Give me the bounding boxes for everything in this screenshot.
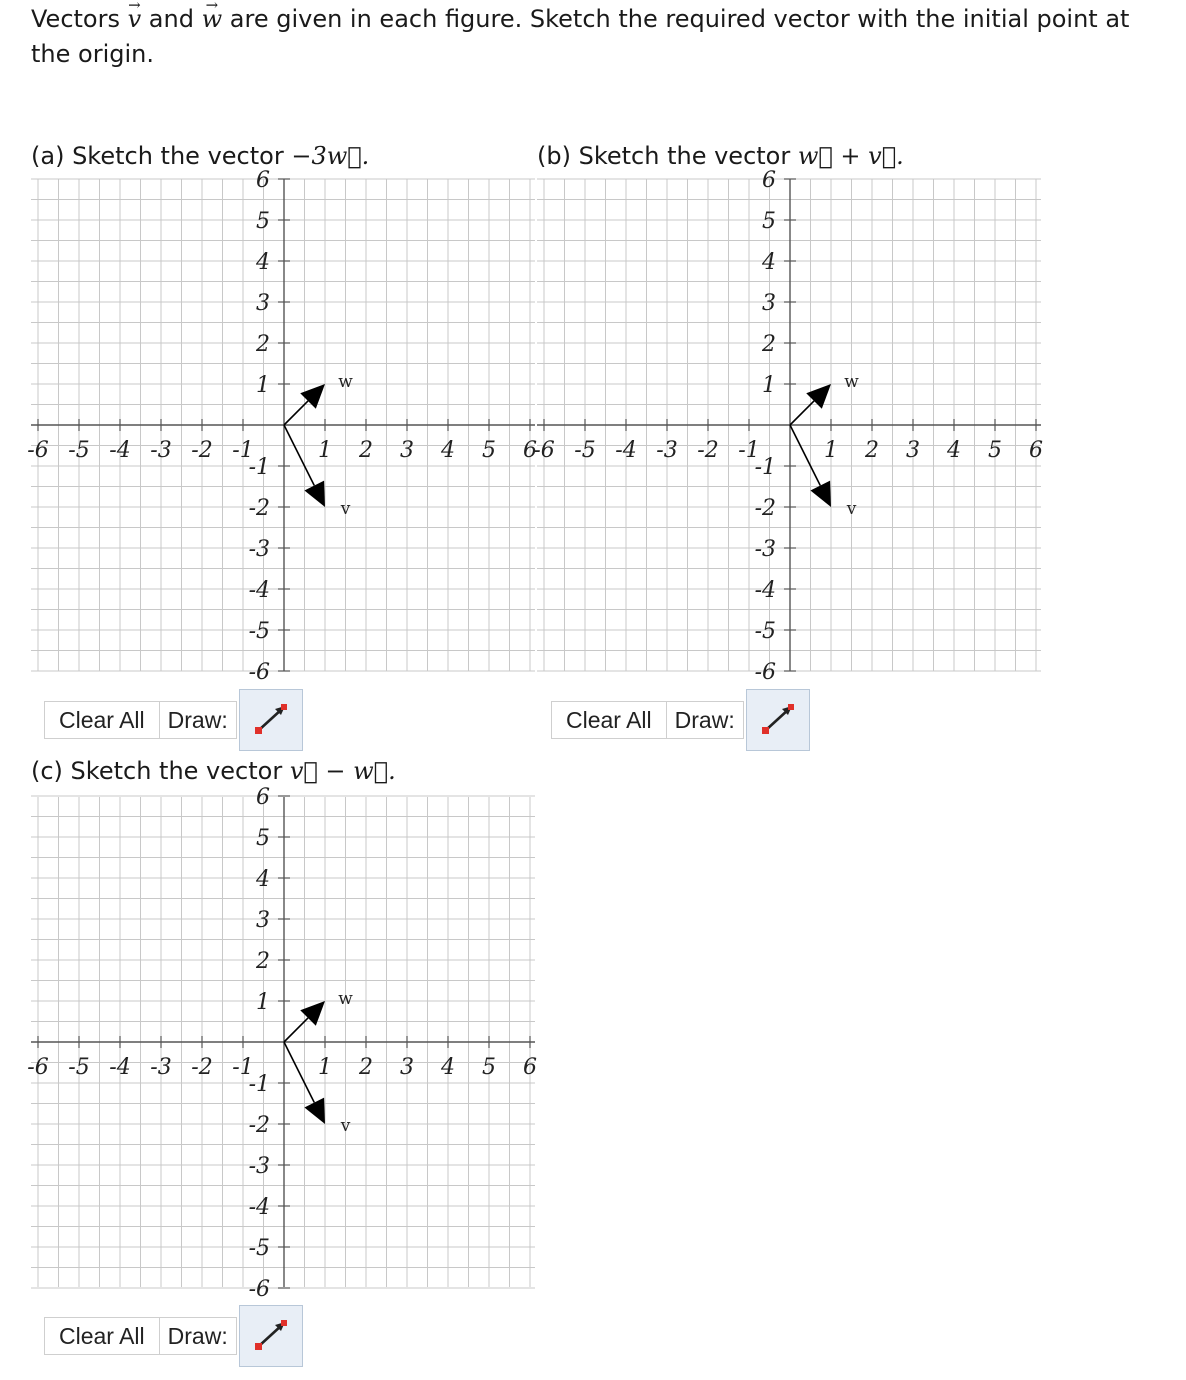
y-tick-label: -4 [248, 1195, 270, 1220]
draw-label-a: Draw: [160, 701, 237, 739]
part-b-expression: w⃗ + v⃗. [797, 142, 904, 170]
y-tick-label: 5 [256, 826, 270, 851]
x-tick-label: -2 [697, 438, 719, 463]
vector-v-label: v [846, 499, 857, 520]
x-tick-label: -1 [738, 438, 760, 463]
x-tick-label: 3 [400, 438, 414, 463]
y-tick-label: -6 [248, 1277, 270, 1302]
x-tick-label: -4 [109, 1055, 131, 1080]
y-tick-label: -2 [248, 1113, 270, 1138]
y-tick-label: -4 [754, 578, 776, 603]
x-tick-label: 3 [400, 1055, 414, 1080]
y-tick-label: -2 [248, 496, 270, 521]
y-tick-label: -4 [248, 578, 270, 603]
x-tick-label: -4 [615, 438, 637, 463]
x-tick-label: -5 [68, 438, 90, 463]
y-tick-label: -6 [754, 660, 776, 685]
y-tick-label: 2 [256, 949, 270, 974]
x-tick-label: -2 [191, 1055, 213, 1080]
y-tick-label: -5 [248, 619, 270, 644]
vector-w-label: w [844, 371, 859, 392]
y-tick-label: -5 [754, 619, 776, 644]
vector-v-arrowhead [304, 1098, 325, 1124]
x-tick-label: 1 [318, 1055, 332, 1080]
x-tick-label: -5 [574, 438, 596, 463]
x-tick-label: 6 [1029, 438, 1043, 463]
x-tick-label: -3 [150, 438, 172, 463]
x-tick-label: -5 [68, 1055, 90, 1080]
vector-v-label: v [340, 1116, 351, 1137]
clear-all-button-b[interactable]: Clear All [551, 701, 667, 739]
y-tick-label: -1 [248, 455, 270, 480]
y-tick-label: 2 [762, 332, 776, 357]
y-tick-label: -1 [754, 455, 776, 480]
x-tick-label: 4 [947, 438, 961, 463]
x-tick-label: -3 [150, 1055, 172, 1080]
y-tick-label: 4 [762, 250, 776, 275]
y-tick-label: -3 [754, 537, 776, 562]
y-tick-label: 4 [256, 867, 270, 892]
y-tick-label: -3 [248, 537, 270, 562]
arrow-tool-icon [249, 1316, 293, 1356]
x-tick-label: 6 [523, 438, 537, 463]
y-tick-label: -3 [248, 1154, 270, 1179]
x-tick-label: -6 [533, 438, 555, 463]
draw-label-c: Draw: [160, 1317, 237, 1355]
part-b-title: (b) Sketch the vector w⃗ + v⃗. [537, 142, 904, 170]
x-tick-label: -3 [656, 438, 678, 463]
y-tick-label: 3 [256, 908, 270, 933]
vector-w-symbol: w → [202, 5, 223, 33]
part-a-title: (a) Sketch the vector −3w⃗. [31, 142, 370, 170]
x-tick-label: 5 [482, 438, 496, 463]
x-tick-label: 1 [824, 438, 838, 463]
x-tick-label: -2 [191, 438, 213, 463]
x-tick-label: 2 [359, 1055, 373, 1080]
y-tick-label: 2 [256, 332, 270, 357]
x-tick-label: -1 [232, 1055, 254, 1080]
x-tick-label: -4 [109, 438, 131, 463]
part-c-expression: v⃗ − w⃗. [289, 757, 396, 785]
instructions: Vectors v → and w → are given in each figure. Sketch the required vector with the initial point at the origin. [31, 2, 1171, 72]
arrow-tool-button-c[interactable] [239, 1305, 303, 1367]
controls-part-c [44, 1305, 303, 1367]
x-tick-label: 4 [441, 438, 455, 463]
x-tick-label: 5 [988, 438, 1002, 463]
y-tick-label: 1 [256, 990, 270, 1015]
draw-label-b: Draw: [667, 701, 744, 739]
y-tick-label: 1 [256, 373, 270, 398]
y-tick-label: -6 [248, 660, 270, 685]
y-tick-label: 3 [256, 291, 270, 316]
y-tick-label: 6 [762, 168, 776, 193]
x-tick-label: -6 [27, 438, 49, 463]
vector-w-label: w [338, 371, 353, 392]
x-tick-label: -6 [27, 1055, 49, 1080]
clear-all-button-c[interactable]: Clear All [44, 1317, 160, 1355]
y-tick-label: 3 [762, 291, 776, 316]
x-tick-label: -1 [232, 438, 254, 463]
part-c-title: (c) Sketch the vector v⃗ − w⃗. [31, 757, 396, 785]
y-tick-label: 4 [256, 250, 270, 275]
part-a-expression: −3w⃗. [291, 142, 370, 170]
y-tick-label: -2 [754, 496, 776, 521]
y-tick-label: 5 [256, 209, 270, 234]
vector-w-label: w [338, 988, 353, 1009]
y-tick-label: 6 [256, 168, 270, 193]
x-tick-label: 2 [359, 438, 373, 463]
y-tick-label: 6 [256, 785, 270, 810]
x-tick-label: 3 [906, 438, 920, 463]
x-tick-label: 2 [865, 438, 879, 463]
y-tick-label: 5 [762, 209, 776, 234]
x-tick-label: 4 [441, 1055, 455, 1080]
y-tick-label: -5 [248, 1236, 270, 1261]
x-tick-label: 1 [318, 438, 332, 463]
vector-v-shaft [284, 1042, 314, 1103]
x-tick-label: 5 [482, 1055, 496, 1080]
x-tick-label: 6 [523, 1055, 537, 1080]
y-tick-label: 1 [762, 373, 776, 398]
vector-v-symbol: v → [128, 5, 142, 33]
vector-v-label: v [340, 499, 351, 520]
clear-all-button-a[interactable]: Clear All [44, 701, 160, 739]
y-tick-label: -1 [248, 1072, 270, 1097]
